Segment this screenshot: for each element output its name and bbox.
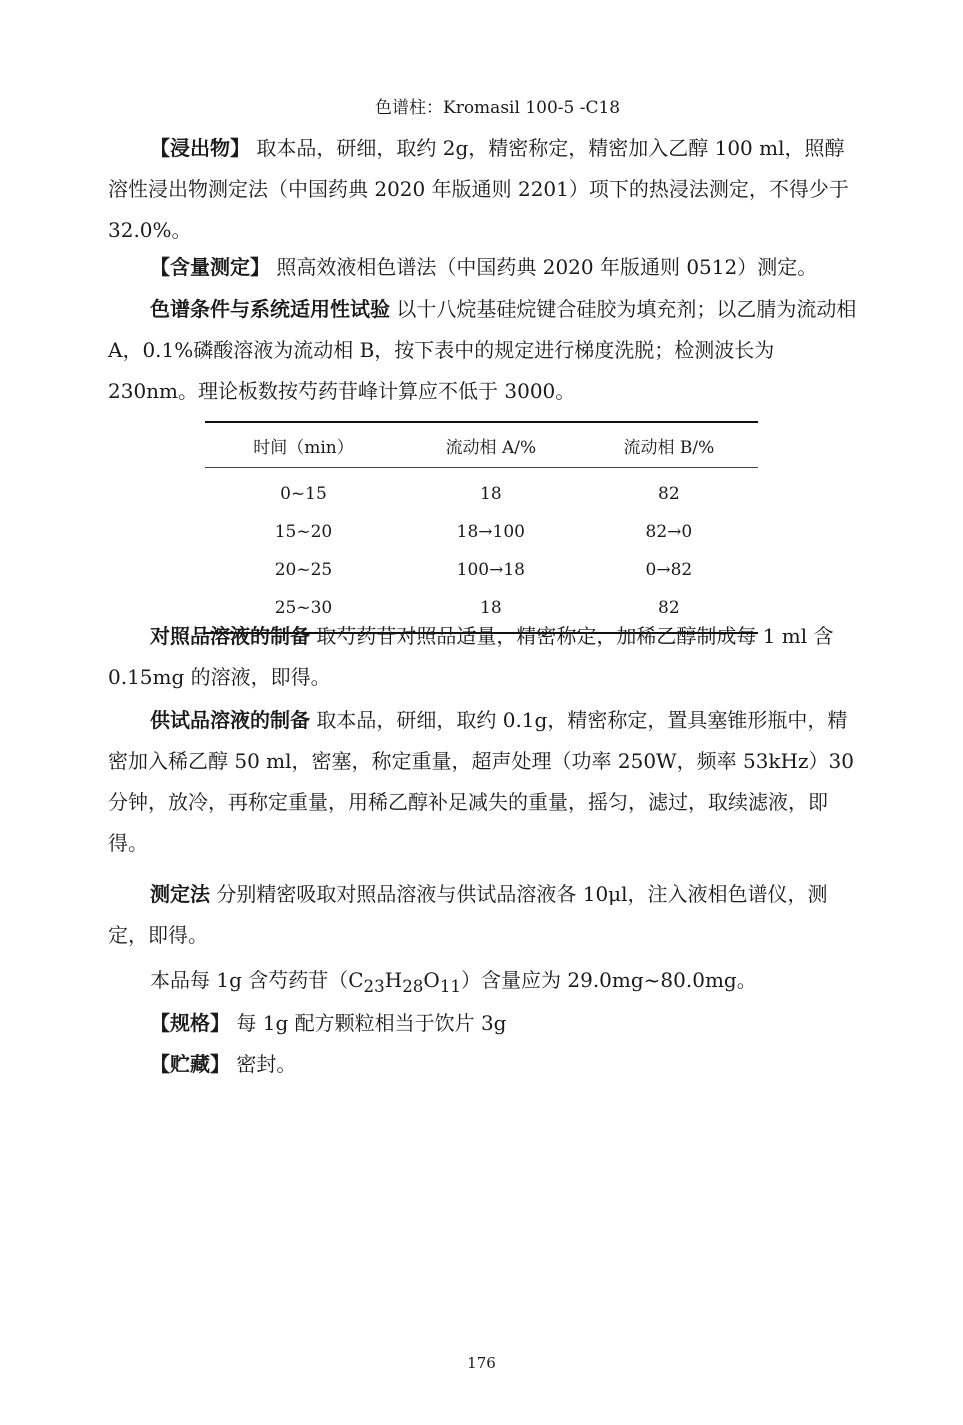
cell-phase-a: 100→18 [456, 560, 525, 580]
cell-time: 15~20 [274, 522, 333, 542]
formula-sub-carbon: 23 [363, 977, 385, 996]
storage-heading: 【贮藏】 [150, 1052, 230, 1076]
content-prefix: 本品每 1g 含芍药苷（C [150, 968, 364, 992]
test-solution-paragraph [108, 700, 858, 864]
test-solution-text: 取本品，研细，取约 0.1g，精密称定，置具塞锥形瓶中，精密加入稀乙醇 50 ml，密塞，称定重量，超声处理（功率 250W，频率 53kHz）30 分钟，放冷，再称定重量，用稀乙醇补足减失的重量，摇匀，滤过，取续滤液，即得。 [108, 708, 854, 855]
assay-heading: 【含量测定】 [150, 255, 270, 279]
cell-time: 25~30 [274, 598, 333, 618]
formula-sub-oxygen: 11 [439, 977, 462, 996]
table-row [205, 468, 758, 514]
method-paragraph [108, 874, 858, 956]
content-paragraph [108, 960, 858, 1007]
cell-phase-b: 0→82 [645, 560, 693, 580]
method-text: 分别精密吸取对照品溶液与供试品溶液各 10μl，注入液相色谱仪，测定，即得。 [108, 882, 828, 947]
table-header-row [205, 422, 758, 468]
specification-text: 每 1g 配方颗粒相当于饮片 3g [230, 1011, 507, 1035]
reference-solution-paragraph [108, 616, 858, 698]
extract-text: 取本品，研细，取约 2g，精密称定，精密加入乙醇 100 ml，照醇溶性浸出物测定法（中国药典 2020 年版通则 2201）项下的热浸法测定，不得少于 32.0%。 [108, 136, 849, 242]
cell-time: 20~25 [274, 560, 333, 580]
page-number: 176 [467, 1354, 496, 1372]
chromatographic-paragraph [108, 289, 858, 412]
formula-sub-hydrogen: 28 [402, 977, 424, 996]
content-suffix: ）含量应为 29.0mg~80.0mg。 [461, 968, 757, 992]
header-phase-b: 流动相 B/% [580, 422, 758, 468]
formula-hydrogen: H [384, 968, 403, 992]
assay-paragraph [108, 247, 858, 288]
extract-paragraph [108, 128, 858, 251]
column-spec: 色谱柱：Kromasil 100-5 -C18 [375, 98, 621, 118]
formula-oxygen: O [423, 968, 440, 992]
test-solution-heading: 供试品溶液的制备 [150, 708, 310, 732]
cell-phase-b: 82 [658, 598, 680, 618]
gradient-table [205, 421, 758, 634]
table-row [205, 551, 758, 589]
reference-solution-text: 取芍药苷对照品适量，精密称定，加稀乙醇制成每 1 ml 含 0.15mg 的溶液，即得。 [108, 624, 834, 689]
storage-paragraph [108, 1044, 858, 1085]
storage-text: 密封。 [230, 1052, 297, 1076]
extract-heading: 【浸出物】 [150, 136, 250, 160]
header-phase-a: 流动相 A/% [402, 422, 580, 468]
assay-text: 照高效液相色谱法（中国药典 2020 年版通则 0512）测定。 [270, 255, 818, 279]
cell-phase-a: 18→100 [456, 522, 525, 542]
table-row [205, 513, 758, 551]
cell-time: 0~15 [280, 484, 327, 504]
cell-phase-b: 82→0 [645, 522, 693, 542]
method-heading: 测定法 [150, 882, 210, 906]
chromatographic-heading: 色谱条件与系统适用性试验 [150, 297, 390, 321]
cell-phase-b: 82 [658, 484, 680, 504]
chromatographic-text: 以十八烷基硅烷键合硅胶为填充剂；以乙腈为流动相 A，0.1%磷酸溶液为流动相 B，按下表中的规定进行梯度洗脱；检测波长为 230nm。理论板数按芍药苷峰计算应不低于 3000。 [108, 297, 857, 403]
cell-phase-a: 18 [480, 598, 502, 618]
header-time: 时间（min） [205, 422, 402, 468]
specification-paragraph [108, 1003, 858, 1044]
specification-heading: 【规格】 [150, 1011, 230, 1035]
cell-phase-a: 18 [480, 484, 502, 504]
reference-solution-heading: 对照品溶液的制备 [150, 624, 310, 648]
